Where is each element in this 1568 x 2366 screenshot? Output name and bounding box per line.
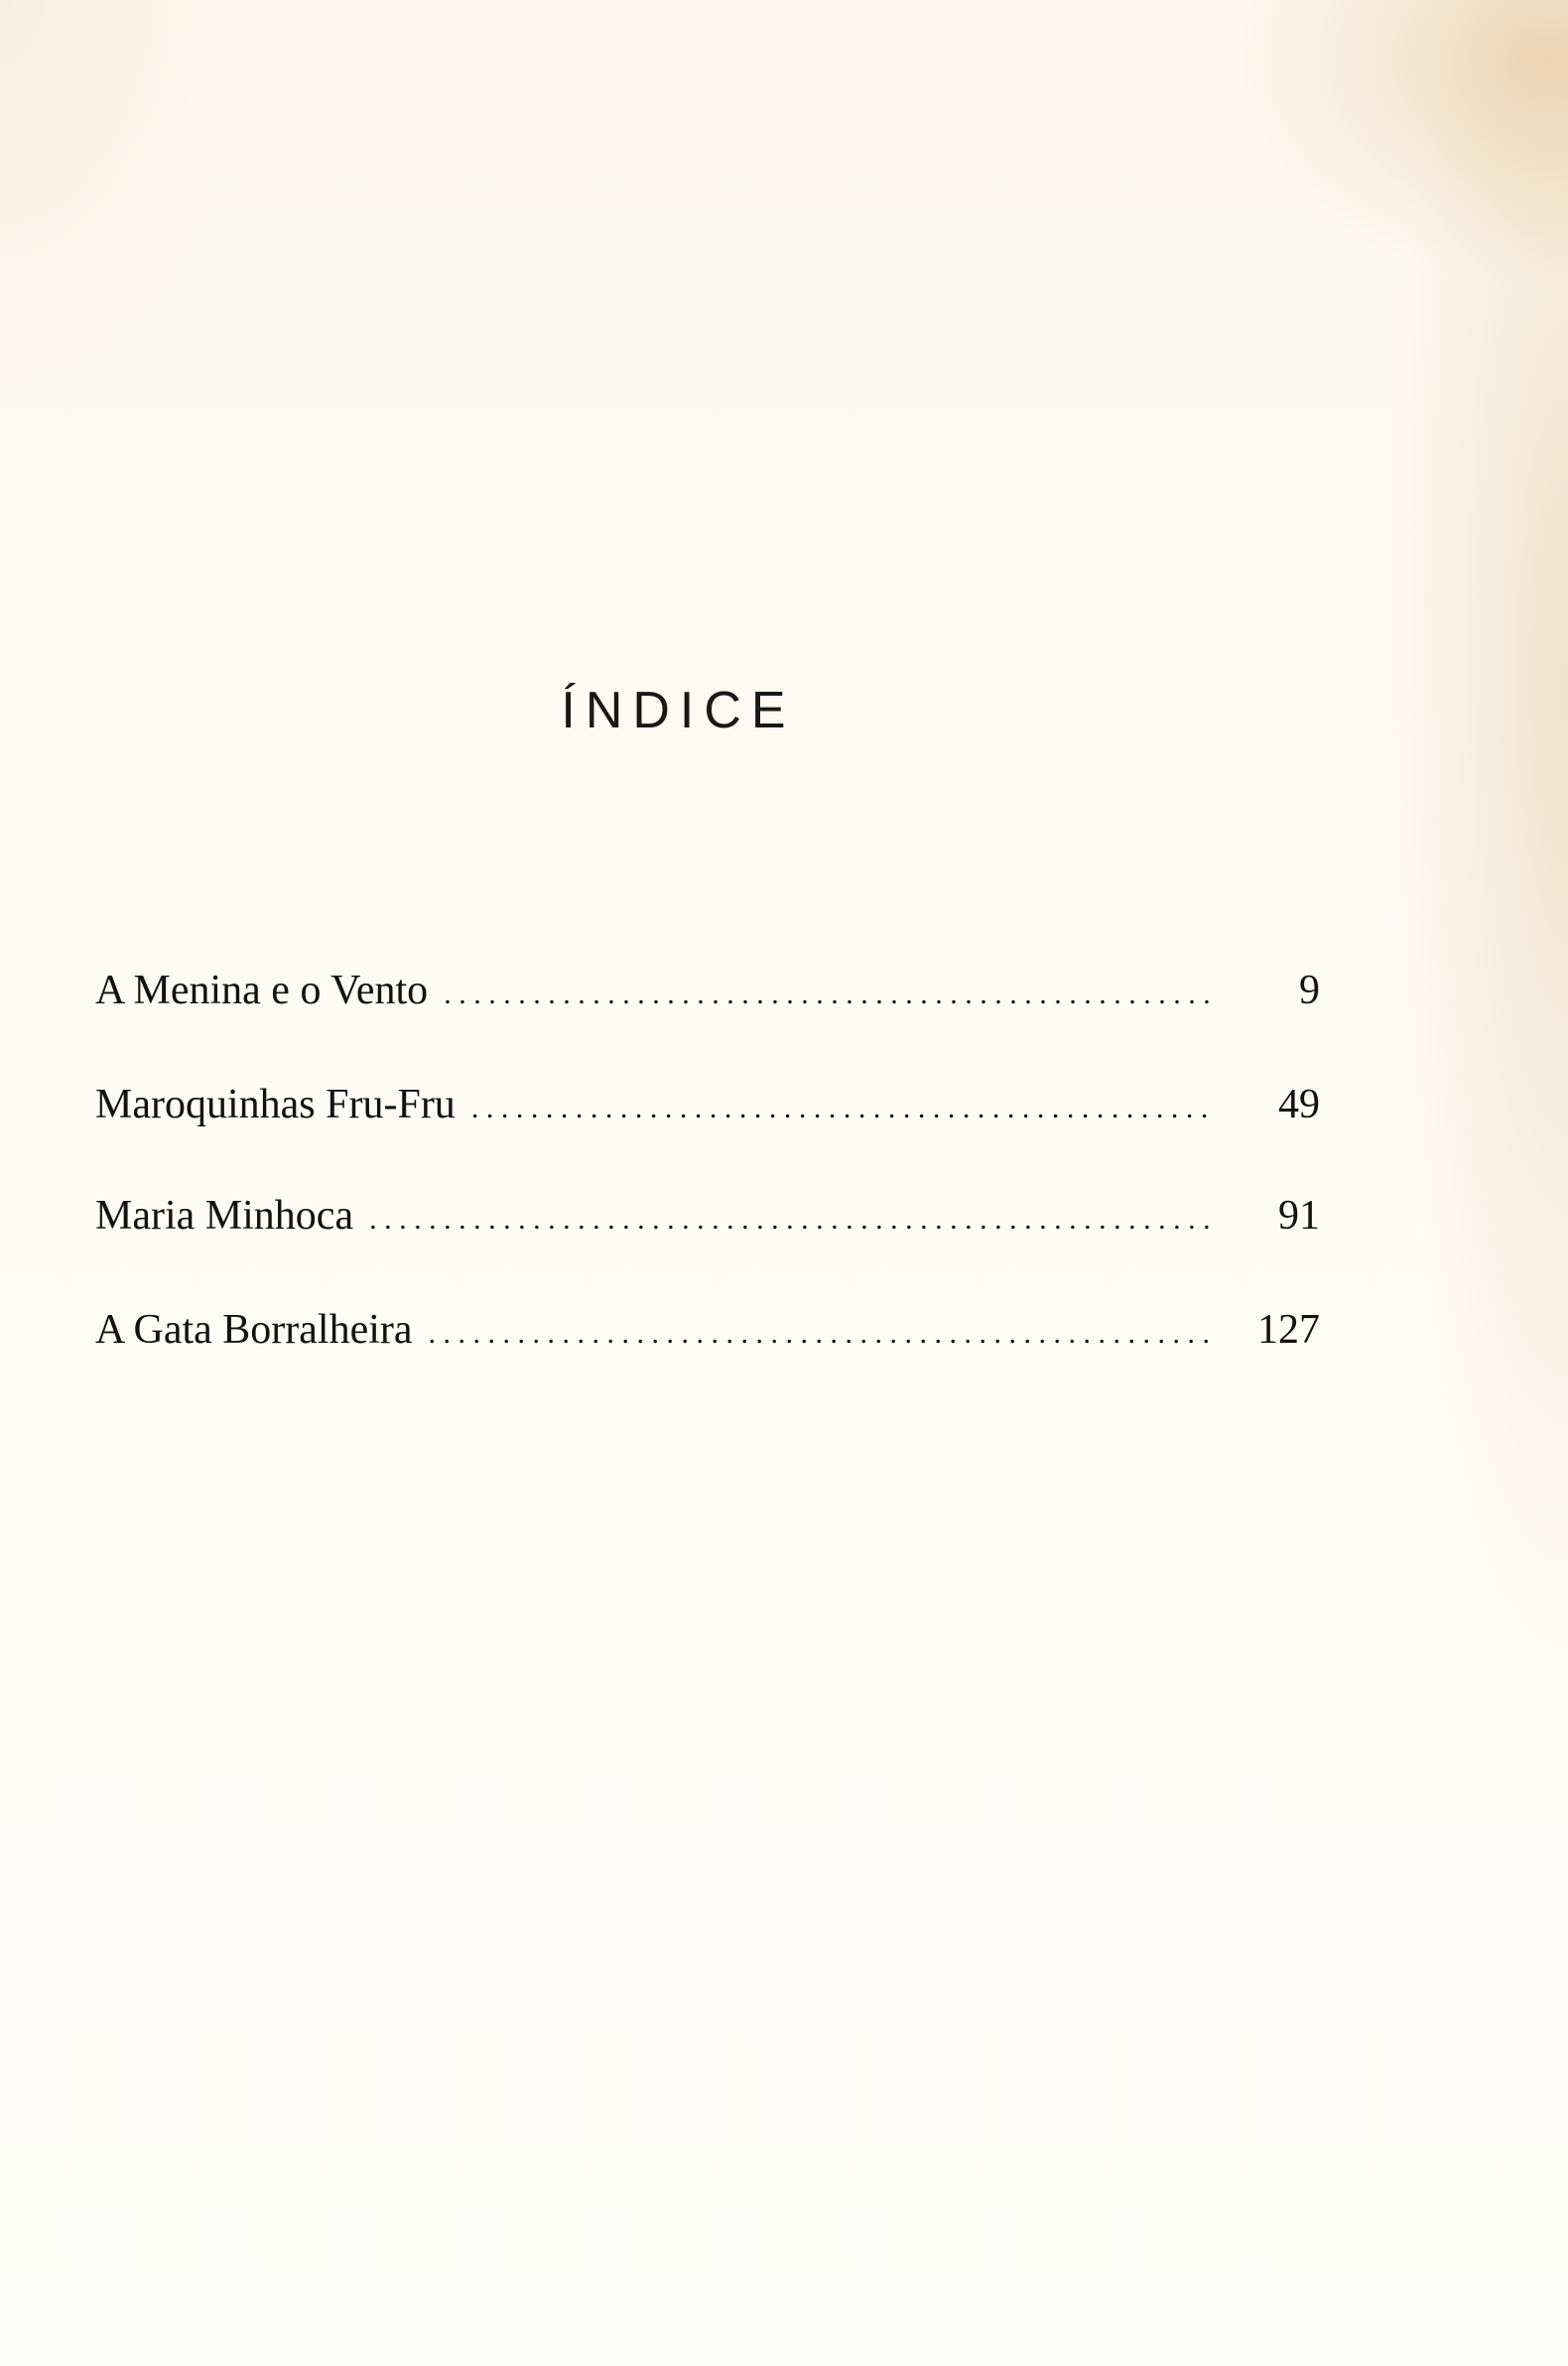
toc-entry-title: A Gata Borralheira bbox=[95, 1307, 413, 1353]
dot-leader bbox=[444, 967, 1213, 1022]
toc-entry bbox=[95, 1302, 1320, 1358]
dot-leader bbox=[429, 1306, 1213, 1362]
toc-entry-page: 9 bbox=[1299, 968, 1320, 1013]
toc-entry-page: 91 bbox=[1278, 1193, 1320, 1239]
dot-leader bbox=[471, 1081, 1213, 1136]
toc-entry-title: Maroquinhas Fru-Fru bbox=[95, 1082, 456, 1127]
toc-entry bbox=[95, 1077, 1320, 1132]
toc-entry-title: A Menina e o Vento bbox=[95, 968, 429, 1013]
toc-entry-page: 49 bbox=[1278, 1082, 1320, 1127]
toc-entry bbox=[95, 963, 1320, 1018]
dot-leader bbox=[369, 1192, 1213, 1248]
toc-entry bbox=[95, 1188, 1320, 1244]
toc-entry-title: Maria Minhoca bbox=[95, 1193, 354, 1239]
toc-entry-page: 127 bbox=[1257, 1307, 1320, 1353]
index-title: ÍNDICE bbox=[561, 682, 796, 739]
